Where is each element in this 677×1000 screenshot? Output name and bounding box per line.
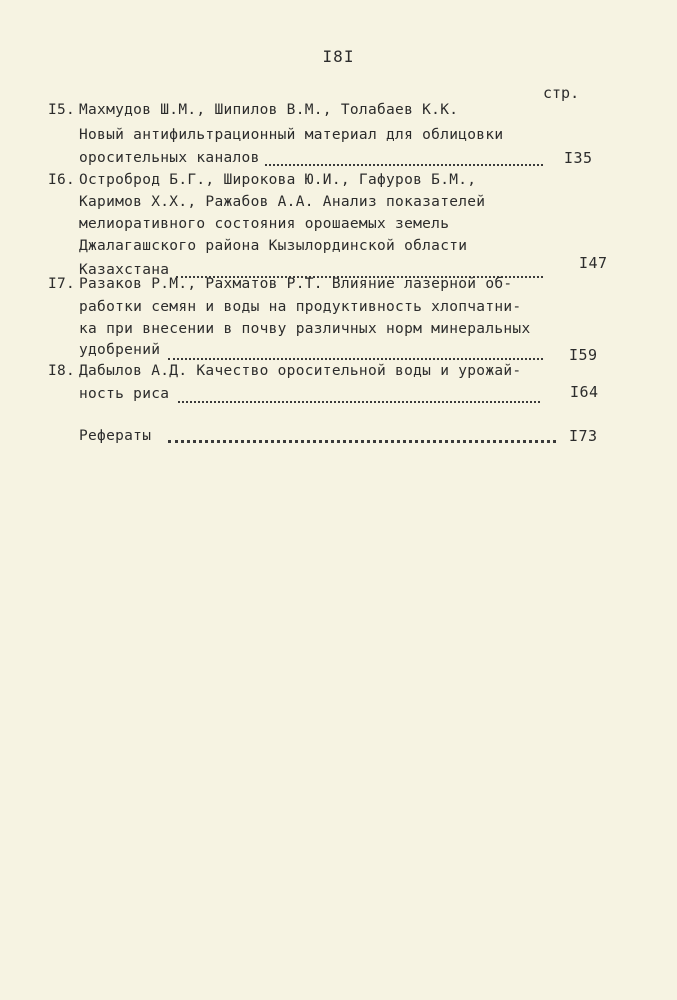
entry-line: Махмудов Ш.М., Шипилов В.М., Толабаев К.К.	[79, 102, 459, 118]
entry-line: ка при внесении в почву различных норм минеральных	[79, 321, 531, 337]
entry-line: работки семян и воды на продуктивность хлопчатни-	[79, 299, 522, 315]
entry-page: I73	[569, 427, 598, 445]
entry-line: Казахстана	[79, 262, 170, 278]
referaty-label: Рефераты	[79, 428, 152, 444]
entry-number: I7.	[48, 276, 76, 292]
entry-page: I64	[570, 383, 599, 401]
entry-line: удобрений	[79, 342, 161, 358]
entry-page: I35	[564, 149, 593, 167]
entry-line: Новый антифильтрационный материал для облицовки	[79, 127, 504, 143]
entry-number: I8.	[48, 363, 76, 379]
entry-line: оросительных каналов	[79, 150, 260, 166]
entry-line: мелиоративного состояния орошаемых земель	[79, 216, 450, 232]
entry-number: I5.	[48, 102, 76, 118]
entry-line: Разаков Р.М., Рахматов Р.Т. Влияние лазерной об-	[79, 276, 513, 292]
entry-page: I47	[579, 254, 608, 272]
dot-leader	[265, 164, 543, 166]
entry-line: ность риса	[79, 386, 170, 402]
dot-leader	[168, 440, 556, 443]
entry-line: Дабылов А.Д. Качество оросительной воды и урожай-	[79, 363, 522, 379]
dot-leader	[178, 401, 540, 403]
pages-column-header: стр.	[543, 84, 580, 102]
dot-leader	[168, 358, 543, 360]
entry-line: Каримов Х.Х., Ражабов А.А. Анализ показателей	[79, 194, 486, 210]
entry-number: I6.	[48, 172, 76, 188]
entry-line: Остроброд Б.Г., Широкова Ю.И., Гафуров Б.М.,	[79, 172, 477, 188]
entry-line: Джалагашского района Кызылординской области	[79, 238, 468, 254]
entry-page: I59	[569, 346, 598, 364]
page-number: I8I	[322, 47, 355, 66]
